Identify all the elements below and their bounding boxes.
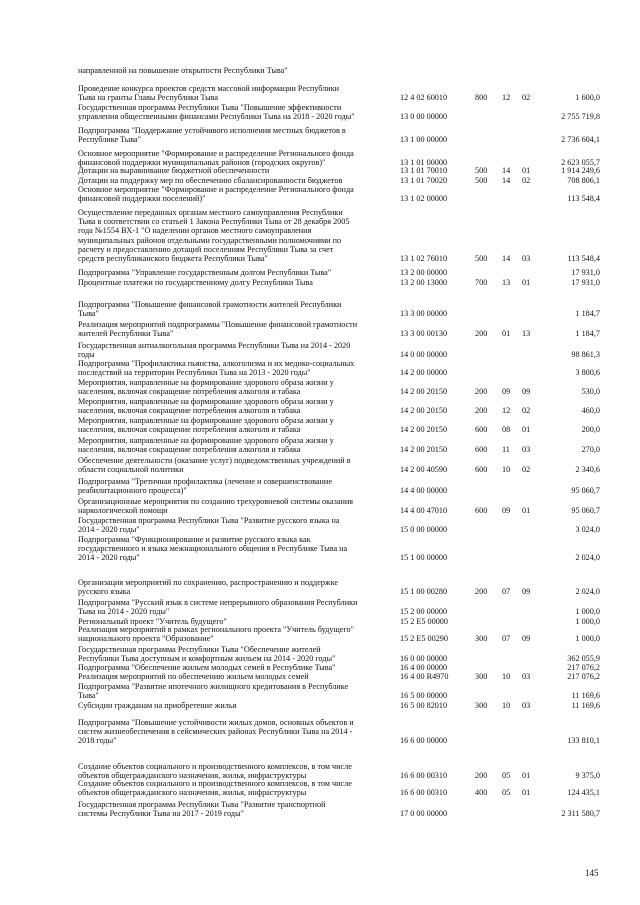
row-amount: 113 548,4 xyxy=(567,254,600,263)
row-amount: 95 060,7 xyxy=(571,486,600,496)
row-amount: 1 914 249,6 xyxy=(561,166,600,175)
row-name: Обеспечение деятельности (оказание услуг) подведомственных учреждений в области социальной политики xyxy=(78,456,351,475)
row-subsection: 01 xyxy=(522,425,531,435)
row-subsection: 03 xyxy=(522,672,531,681)
row-amount: 17 931,0 xyxy=(571,268,600,277)
row-expense-type: 500 xyxy=(475,176,488,185)
row-section: 07 xyxy=(502,587,511,597)
row-code: 14 0 00 00000 xyxy=(400,350,448,360)
row-name: Подпрограмма "Поддержание устойчивого исполнения местных бюджетов в Республике Тыва" xyxy=(78,126,346,145)
row-amount: 2 024,0 xyxy=(575,587,600,597)
row-expense-type: 200 xyxy=(475,406,488,416)
row-subsection: 09 xyxy=(522,387,531,397)
row-name: Основное мероприятие "Формирование и распределение Регионального фонда финансовой поддержки поселений)" xyxy=(78,185,354,204)
row-expense-type: 600 xyxy=(475,445,488,455)
row-code: 15 2 00 00000 xyxy=(400,607,448,617)
row-name: Государственная программа Республики Тыва "Развитие транспортной системы Республики Тыва на 2017 - 2019 годы" xyxy=(78,800,326,819)
row-name: Субсидии гражданам на приобретение жилья xyxy=(78,701,237,710)
page-number: 145 xyxy=(585,868,599,878)
row-amount: 2 755 719,8 xyxy=(561,112,600,122)
row-section: 13 xyxy=(502,278,511,287)
row-subsection: 01 xyxy=(522,166,531,175)
row-expense-type: 800 xyxy=(475,93,488,103)
row-subsection: 01 xyxy=(522,278,531,287)
row-subsection: 03 xyxy=(522,254,531,263)
row-expense-type: 300 xyxy=(475,634,488,644)
row-amount: 460,0 xyxy=(581,406,600,416)
row-section: 08 xyxy=(502,425,511,435)
row-amount: 217 076,2 xyxy=(567,672,600,681)
row-expense-type: 400 xyxy=(475,788,488,798)
row-amount: 3 024,0 xyxy=(575,525,600,535)
row-code: 16 4 00 R4970 xyxy=(400,672,449,681)
row-amount: 2 623 055,7 xyxy=(561,158,600,168)
row-section: 01 xyxy=(502,329,511,339)
row-subsection: 02 xyxy=(522,93,531,103)
row-code: 15 2 E5 00000 xyxy=(400,617,448,626)
row-section: 10 xyxy=(502,701,511,710)
row-expense-type: 200 xyxy=(475,387,488,397)
row-code: 16 6 00 00000 xyxy=(400,736,448,746)
row-section: 14 xyxy=(502,176,511,185)
row-name: Подпрограмма "Функционирование и развитие русского языка как государственного и языка межнационального общения в Республике Тыва на 2014 - 2020 годы" xyxy=(78,535,348,563)
row-expense-type: 700 xyxy=(475,278,488,287)
row-code: 14 2 00 20150 xyxy=(400,406,448,416)
row-amount: 200,0 xyxy=(581,425,600,435)
row-code: 16 6 00 00310 xyxy=(400,788,448,798)
row-name: Государственная программа Республики Тыва "Повышение эффективности управления общественными финансами Республики Тыва на 2018 - 2020 годы" xyxy=(78,103,355,122)
row-code: 14 2 00 00000 xyxy=(400,368,448,378)
row-expense-type: 600 xyxy=(475,506,488,516)
row-code: 12 4 02 60010 xyxy=(400,93,448,103)
row-code: 13 2 00 13000 xyxy=(400,278,448,287)
row-amount: 95 060,7 xyxy=(571,506,600,516)
row-name: Реализация мероприятий в рамках регионального проекта "Учитель будущего" национального проекта "Образование" xyxy=(78,625,354,644)
row-code: 14 2 00 20150 xyxy=(400,425,448,435)
row-amount: 362 055,9 xyxy=(567,654,600,664)
row-code: 13 1 02 00000 xyxy=(400,194,448,204)
row-amount: 17 931,0 xyxy=(571,278,600,287)
row-amount: 1 000,0 xyxy=(575,607,600,617)
row-name: Создание объектов социального и производственного комплексов, в том числе объектов общегражданского назначения, жилья, инфраструктуры xyxy=(78,779,352,798)
row-code: 14 4 00 47010 xyxy=(400,506,448,516)
row-code: 14 2 00 20150 xyxy=(400,445,448,455)
row-section: 05 xyxy=(502,771,511,781)
row-amount: 1 184,7 xyxy=(575,309,600,319)
row-name: Подпрограмма "Русский язык в системе непрерывного образования Республики Тыва на 2014 - 2020 годы" xyxy=(78,598,358,617)
row-name: Подпрограмма "Повышение финансовой грамотности жителей Республики Тыва" xyxy=(78,300,342,319)
row-amount: 270,0 xyxy=(581,445,600,455)
row-code: 13 1 01 00000 xyxy=(400,158,448,168)
row-name: Подпрограмма "Управление государственным долгом Республики Тыва" xyxy=(78,268,332,277)
row-name: Государственная антиалкогольная программа Республики Тыва на 2014 - 2020 годы xyxy=(78,341,351,360)
row-name: Организационные мероприятия по созданию трехуровневой системы оказания наркологической помощи xyxy=(78,497,354,516)
row-name: Мероприятия, направленные на формирование здорового образа жизни у населения, включая сокращение потребления алкоголя и табака xyxy=(78,416,334,435)
row-code: 13 1 01 70010 xyxy=(400,166,448,175)
row-name: Подпрограмма "Обеспечение жильем молодых семей в Республике Тыва" xyxy=(78,663,336,672)
row-expense-type: 500 xyxy=(475,166,488,175)
row-name: Дотации на поддержку мер по обеспечению сбалансированности бюджетов xyxy=(78,176,343,185)
row-code: 13 3 00 00130 xyxy=(400,329,448,339)
row-amount: 11 169,6 xyxy=(571,691,600,701)
row-code: 13 0 00 00000 xyxy=(400,112,448,122)
row-code: 16 5 00 82010 xyxy=(400,701,448,710)
row-subsection: 03 xyxy=(522,445,531,455)
row-expense-type: 200 xyxy=(475,329,488,339)
row-code: 13 1 00 00000 xyxy=(400,135,448,145)
row-expense-type: 600 xyxy=(475,425,488,435)
row-name: Подпрограмма "Развитие ипотечного жилищного кредитования в Республике Тыва" xyxy=(78,682,349,701)
row-amount: 1 184,7 xyxy=(575,329,600,339)
row-code: 16 0 00 00000 xyxy=(400,654,448,664)
row-name: Реализация мероприятий подпрограммы "Повышение финансовой грамотности жителей Республики Тыва" xyxy=(78,320,358,339)
row-name: Проведение конкурса проектов средств массовой информации Республики Тыва на гранты Главы Республики Тыва xyxy=(78,84,339,103)
row-amount: 11 169,6 xyxy=(571,701,600,710)
row-code: 16 4 00 00000 xyxy=(400,663,448,672)
row-amount: 708 806,1 xyxy=(567,176,600,185)
row-expense-type: 300 xyxy=(475,672,488,681)
row-section: 14 xyxy=(502,254,511,263)
row-name: Реализация мероприятий по обеспечению жильем молодых семей xyxy=(78,672,309,681)
row-expense-type: 200 xyxy=(475,771,488,781)
row-expense-type: 600 xyxy=(475,465,488,475)
row-section: 05 xyxy=(502,788,511,798)
row-name: Создание объектов социального и производственного комплексов, в том числе объектов общегражданского назначения, жилья, инфраструктуры xyxy=(78,762,352,781)
row-expense-type: 200 xyxy=(475,587,488,597)
row-name: Осуществление переданных органам местного самоуправления Республики Тыва в соответствии со статьей 1 Закона Республики Тыва от 28 декабря 2005 года №1554 ВХ-1 "О наделении органов местного самоуправления муниципальных районов отдельными государственными полномочиями по расчету и предоставлению дотаций поселениям Республики Тыва за счет средств республиканского бюджета Республики Тыва" xyxy=(78,208,350,264)
row-code: 17 0 00 00000 xyxy=(400,809,448,819)
row-name: Государственная программа Республики Тыва "Развитие русского языка на 2014 - 2020 годы" xyxy=(78,516,340,535)
row-name: Процентные платежи по государственному долгу Республики Тыва xyxy=(78,278,313,287)
row-section: 12 xyxy=(502,406,511,416)
row-subsection: 02 xyxy=(522,176,531,185)
row-subsection: 01 xyxy=(522,788,531,798)
row-subsection: 13 xyxy=(522,329,531,339)
row-amount: 1 000,0 xyxy=(575,634,600,644)
row-section: 07 xyxy=(502,634,511,644)
row-code: 13 1 02 76010 xyxy=(400,254,448,263)
row-section: 10 xyxy=(502,672,511,681)
row-code: 15 0 00 00000 xyxy=(400,525,448,535)
row-subsection: 01 xyxy=(522,506,531,516)
row-amount: 2 311 580,7 xyxy=(561,809,600,819)
row-amount: 133 810,1 xyxy=(567,736,600,746)
row-name: Мероприятия, направленные на формирование здорового образа жизни у населения, включая сокращение потребления алкоголя и табака xyxy=(78,378,334,397)
row-code: 16 6 00 00310 xyxy=(400,771,448,781)
row-subsection: 09 xyxy=(522,587,531,597)
row-code: 13 3 00 00000 xyxy=(400,309,448,319)
row-subsection: 09 xyxy=(522,634,531,644)
row-section: 14 xyxy=(502,166,511,175)
row-amount: 1 000,0 xyxy=(575,617,600,626)
row-name: Подпрограмма "Третичная профилактика (лечение и совершенствование реабилитационного процесса)" xyxy=(78,477,332,496)
row-subsection: 01 xyxy=(522,771,531,781)
row-code: 14 2 00 40590 xyxy=(400,465,448,475)
row-amount: 113 548,4 xyxy=(567,194,600,204)
row-amount: 9 375,0 xyxy=(575,771,600,781)
row-name: направленной на повышение открытости Республики Тыва" xyxy=(78,66,288,75)
row-code: 13 1 01 70020 xyxy=(400,176,448,185)
row-code: 13 2 00 00000 xyxy=(400,268,448,277)
row-section: 11 xyxy=(502,445,510,455)
row-amount: 2 736 604,1 xyxy=(561,135,600,145)
row-name: Мероприятия, направленные на формирование здорового образа жизни у населения, включая сокращение потребления алкоголя и табака xyxy=(78,436,334,455)
row-expense-type: 500 xyxy=(475,254,488,263)
row-subsection: 03 xyxy=(522,701,531,710)
row-code: 15 1 00 00000 xyxy=(400,553,448,563)
row-name: Государственная программа Республики Тыва "Обеспечение жителей Республики Тыва доступным и комфортным жильем на 2014 - 2020 годы" xyxy=(78,645,336,664)
row-amount: 98 861,3 xyxy=(571,350,600,360)
row-code: 16 5 00 00000 xyxy=(400,691,448,701)
row-section: 09 xyxy=(502,387,511,397)
row-code: 14 4 00 00000 xyxy=(400,486,448,496)
row-name: Организация мероприятий по сохранению, распространению и поддержке русского языка xyxy=(78,578,338,597)
row-amount: 217 076,2 xyxy=(567,663,600,672)
row-code: 15 2 E5 00290 xyxy=(400,634,448,644)
row-name: Региональный проект "Учитель будущего" xyxy=(78,617,227,626)
row-name: Подпрограмма "Профилактика пьянства, алкоголизма и их медико-социальных последствий на территории Республики Тыва на 2013 - 2020 годы" xyxy=(78,359,355,378)
row-amount: 2 340,6 xyxy=(575,465,600,475)
row-name: Дотации на выравнивание бюджетной обеспеченности xyxy=(78,166,270,175)
row-amount: 1 600,0 xyxy=(575,93,600,103)
row-subsection: 02 xyxy=(522,465,531,475)
row-section: 10 xyxy=(502,465,511,475)
row-subsection: 02 xyxy=(522,406,531,416)
row-amount: 124 435,1 xyxy=(567,788,600,798)
row-amount: 530,0 xyxy=(581,387,600,397)
row-amount: 2 024,0 xyxy=(575,553,600,563)
row-expense-type: 300 xyxy=(475,701,488,710)
row-amount: 3 800,6 xyxy=(575,368,600,378)
row-section: 09 xyxy=(502,506,511,516)
row-name: Основное мероприятие "Формирование и распределение Регионального фонда финансовой поддержки муниципальных районов (городских округов)" xyxy=(78,149,354,168)
row-code: 14 2 00 20150 xyxy=(400,387,448,397)
row-code: 15 1 00 00280 xyxy=(400,587,448,597)
row-name: Мероприятия, направленные на формирование здорового образа жизни у населения, включая сокращение потребления алкоголя и табака xyxy=(78,397,334,416)
row-section: 12 xyxy=(502,93,511,103)
row-name: Подпрограмма "Повышение устойчивости жилых домов, основных объектов и систем жизнеобеспечения в сейсмических районах Республики Тыва на 2014 - 2018 годы" xyxy=(78,718,354,746)
